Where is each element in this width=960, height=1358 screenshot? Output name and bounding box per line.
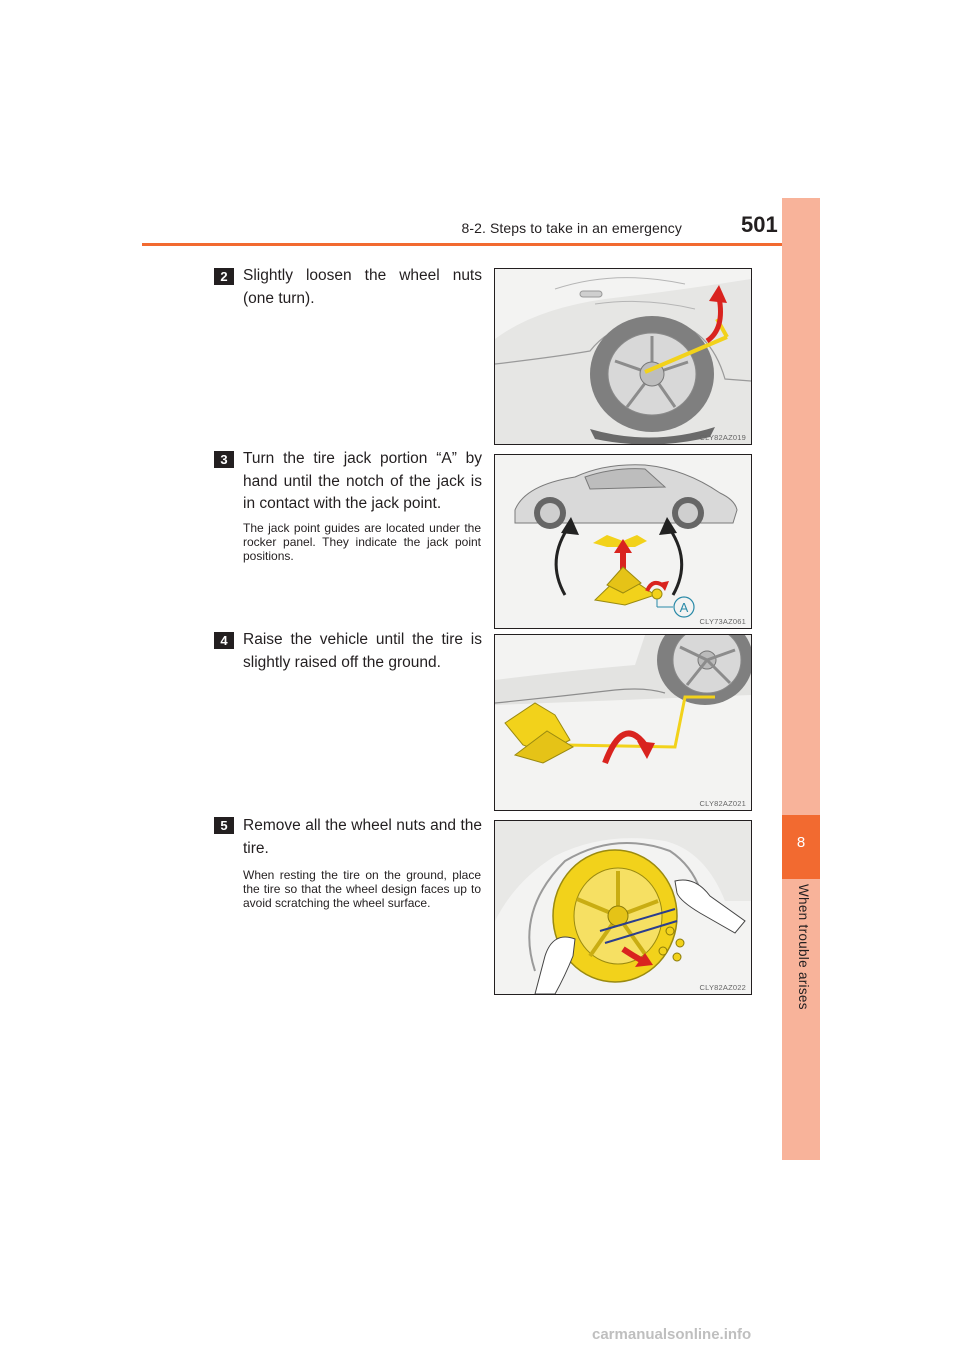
step-instruction: Raise the vehicle until the tire is slightly raised off the ground. [243,631,482,671]
chapter-title: When trouble arises [796,884,811,1010]
header-rule [142,243,820,246]
figure-loosen-nuts [494,268,752,445]
section-title: 8-2. Steps to take in an emergency [461,220,682,236]
loosen-nuts-illustration [495,269,751,444]
step-note: When resting the tire on the ground, place the tire so that the wheel design faces up to avoid scratching the wheel surface. [243,868,481,910]
step-instruction: Remove all the wheel nuts and the tire. [243,817,482,857]
figure-remove-tire [494,820,752,995]
jack-position-illustration [495,455,751,628]
step-instruction: Slightly loosen the wheel nuts (one turn). [243,267,482,307]
step-number-badge: 2 [214,268,234,285]
watermark: carmanualsonline.info [592,1326,752,1343]
raise-vehicle-illustration [495,635,751,810]
step-number-badge: 4 [214,632,234,649]
figure-code: CLY82AZ019 [699,433,746,442]
page-number: 501 [741,212,778,237]
remove-tire-illustration [495,821,751,994]
step-number-badge: 5 [214,817,234,834]
chapter-number: 8 [796,834,806,851]
figure-code: CLY82AZ022 [699,983,746,992]
step-note: The jack point guides are located under the rocker panel. They indicate the jack point positions. [243,521,481,563]
figure-jack-position [494,454,752,629]
figure-label-a: A [679,600,689,615]
step-number-badge: 3 [214,451,234,468]
figure-raise-vehicle [494,634,752,811]
figure-code: CLY73AZ061 [699,617,746,626]
figure-code: CLY82AZ021 [699,799,746,808]
step-instruction: Turn the tire jack portion “A” by hand until the notch of the jack is in contact with the jack point. [243,450,482,512]
